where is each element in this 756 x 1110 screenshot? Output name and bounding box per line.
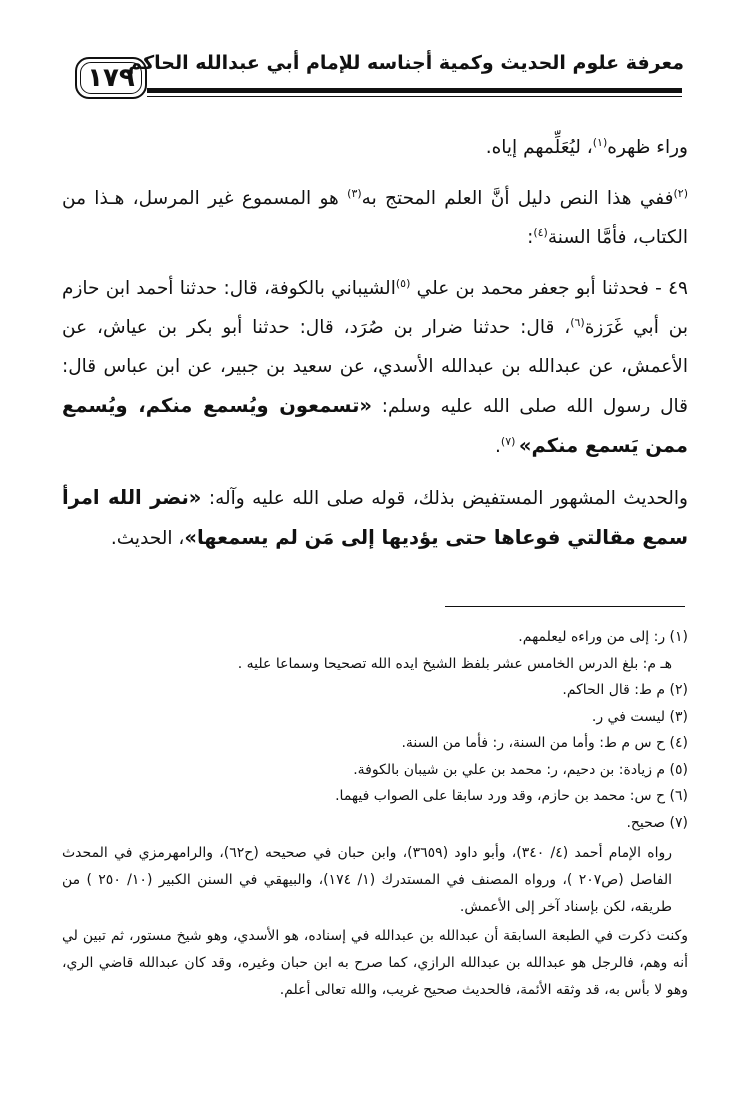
- p1-text2: ، ليُعَلِّمهم إياه.: [485, 137, 593, 158]
- footnote-3: (٣) ليست في ر.: [591, 708, 688, 725]
- paragraph-2: [62, 179, 688, 257]
- paragraph-1: [62, 128, 688, 167]
- footnote-ref-1: (١): [592, 135, 608, 149]
- footnote-ref-3: (٣): [347, 186, 362, 200]
- footnote-1: (١) ر: إلى من وراءه ليعلمهم.: [518, 629, 688, 645]
- footnote-6: (٦) ح س: محمد بن حازم، وقد ورد سابقا على الصواب فيهما.: [335, 788, 688, 804]
- header-rule-thin: [147, 96, 682, 97]
- footnote-1-margin-note: هـ م: بلغ الدرس الخامس عشر بلفظ الشيخ ايده الله تصحيحا وسماعا عليه .: [237, 655, 672, 672]
- running-title: معرفة علوم الحديث وكمية أجناسه للإمام أبي عبدالله الحاكم: [128, 52, 684, 74]
- main-text: [62, 128, 688, 570]
- footnote-ref-6: (٦): [570, 315, 585, 329]
- paragraph-4: [62, 478, 688, 558]
- footnote-4: (٤) ح س م ط: وأما من السنة، ر: فأما من السنة.: [401, 735, 688, 751]
- footnote-5: (٥) م زيادة: بن دحيم، ر: محمد بن علي بن شيبان بالكوفة.: [353, 761, 688, 778]
- hadith-quote-1: «تسمعون ويُسمع منكم، ويُسمع ممن يَسمع منكم»: [62, 394, 688, 457]
- footnote-ref-7: (٧): [500, 434, 519, 448]
- p2-text3: :: [527, 227, 534, 248]
- p4-text2: ، الحديث.: [110, 528, 185, 549]
- p2-text2: هو المسموع غير المرسل، هـذا من الكتاب، فأمَّا السنة: [62, 188, 688, 248]
- footnote-ref-5: (٥): [395, 276, 411, 290]
- hadith-quote-2: «نضر الله امرأ سمع مقالتي فوعاها حتى يؤديها إلى مَن لم يسمعها»: [62, 486, 688, 549]
- p2-text1: ففي هذا النص دليل أنَّ العلم المحتج به: [361, 188, 674, 209]
- header-rule-thick: [147, 88, 682, 93]
- p3-text4: .: [495, 436, 501, 457]
- paragraph-3: [62, 269, 688, 466]
- footnote-separator: [445, 606, 685, 607]
- page-number-text: ١٧٩: [87, 63, 135, 93]
- footnote-ref-2: (٢): [673, 186, 688, 200]
- footnote-ref-4: (٤): [533, 225, 548, 239]
- footnotes: [62, 624, 688, 1004]
- footnote-7: (٧) صحيح.: [626, 814, 688, 831]
- footnote-7-note: وكنت ذكرت في الطبعة السابقة أن عبدالله بن عبدالله في إسناده، هو الأسدي، وهو شيخ مستور، ثم تبين لي أنه وهم، فالرجل هو عبدالله بن عبدالله الرازي، كما صرح به ابن حبان وغيره، وقد كان عبدالله قاضي الري، وهو لا بأس به، قد وثقه الأئمة، فالحديث صحيح غريب، والله تعالى أعلم.: [62, 928, 688, 998]
- footnote-2: (٢) م ط: قال الحاكم.: [562, 682, 688, 698]
- footnote-7-takhrij: رواه الإمام أحمد (٤/ ٣٤٠)، وأبو داود (٣٦٥٩)، وابن حبان في صحيحه (ح٦٢)، والرامهرمزي في المحدث الفاصل (ص٢٠٧ )، ورواه المصنف في المستدرك (١/ ١٧٤)، والبيهقي في السنن الكبير (١٠/ ٢٥٠ ) من طريقه، لكن بإسناد آخر إلى الأعمش.: [62, 845, 672, 915]
- p1-text: وراء ظهره: [607, 137, 688, 158]
- p3-text3: ، قال: حدثنا ضرار بن صُرَد، قال: حدثنا أبو بكر بن عياش، عن الأعمش، عن عبدالله بن عبدالله الأسدي، عن سعيد بن جبير، عن ابن عباس قال: قال رسول الله صلى الله عليه وسلم:: [62, 317, 688, 417]
- p4-text1: والحديث المشهور المستفيض بذلك، قوله صلى الله عليه وآله:: [201, 488, 688, 509]
- p3-text2: الشيباني بالكوفة، قال: حدثنا أحمد ابن حازم بن أبي غَرَزة: [62, 278, 688, 338]
- page-header: [0, 0, 756, 110]
- p3-text1: ٤٩ - فحدثنا أبو جعفر محمد بن علي: [410, 278, 688, 299]
